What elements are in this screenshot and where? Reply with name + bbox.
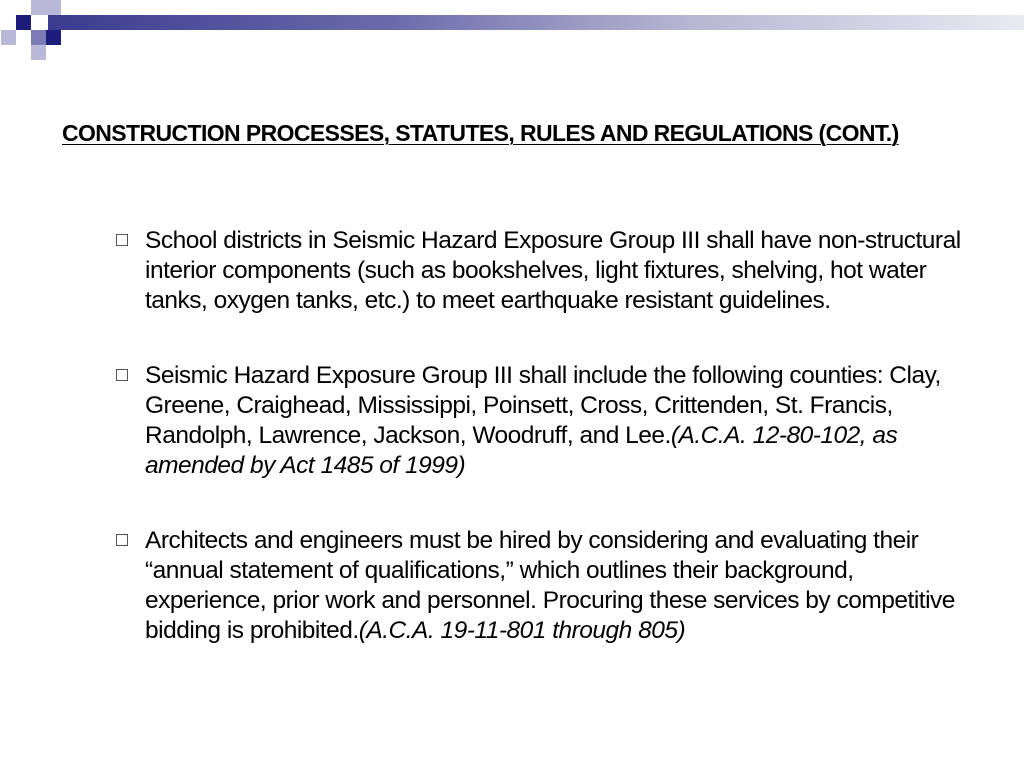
hollow-square-icon xyxy=(116,369,128,381)
bullet-text: Architects and engineers must be hired by considering and evaluating their “annual statement of qualifications,” which outlines their background, experience, prior work and personnel. Procuring these services by competitive bidding is prohibited. xyxy=(145,527,955,644)
bullet-citation: (A.C.A. 12-80-102, as amended by Act 1485 of 1999) xyxy=(145,422,898,479)
hollow-square-icon xyxy=(116,234,128,246)
decor-square-light xyxy=(1,30,16,45)
slide-title: CONSTRUCTION PROCESSES, STATUTES, RULES AND REGULATIONS (CONT.) xyxy=(62,120,899,146)
bullet-citation: (A.C.A. 19-11-801 through 805) xyxy=(358,617,686,644)
bullet-item xyxy=(112,361,972,481)
decor-square-dark xyxy=(16,15,31,30)
decor-square-mid xyxy=(31,30,46,45)
decor-square-light xyxy=(31,45,46,60)
bullet-text: Seismic Hazard Exposure Group III shall include the following counties: Clay, Greene, Craighead, Mississippi, Poinsett, Cross, Crittenden, St. Francis, Randolph, Lawrence, Jackson, Woodruff, and Lee. xyxy=(145,362,941,449)
bullet-item xyxy=(112,226,972,316)
bullet-text: School districts in Seismic Hazard Exposure Group III shall have non-structural interior components (such as bookshelves, light fixtures, shelving, hot water tanks, oxygen tanks, etc.) to meet earthquake resistant guidelines. xyxy=(145,227,961,314)
decor-square-light xyxy=(46,0,61,15)
bullet-item xyxy=(112,526,972,646)
bullet-list xyxy=(112,226,972,646)
header-gradient-bar xyxy=(48,15,1024,30)
hollow-square-icon xyxy=(116,534,128,546)
decor-square-light xyxy=(31,0,46,15)
decor-square-dark xyxy=(46,30,61,45)
